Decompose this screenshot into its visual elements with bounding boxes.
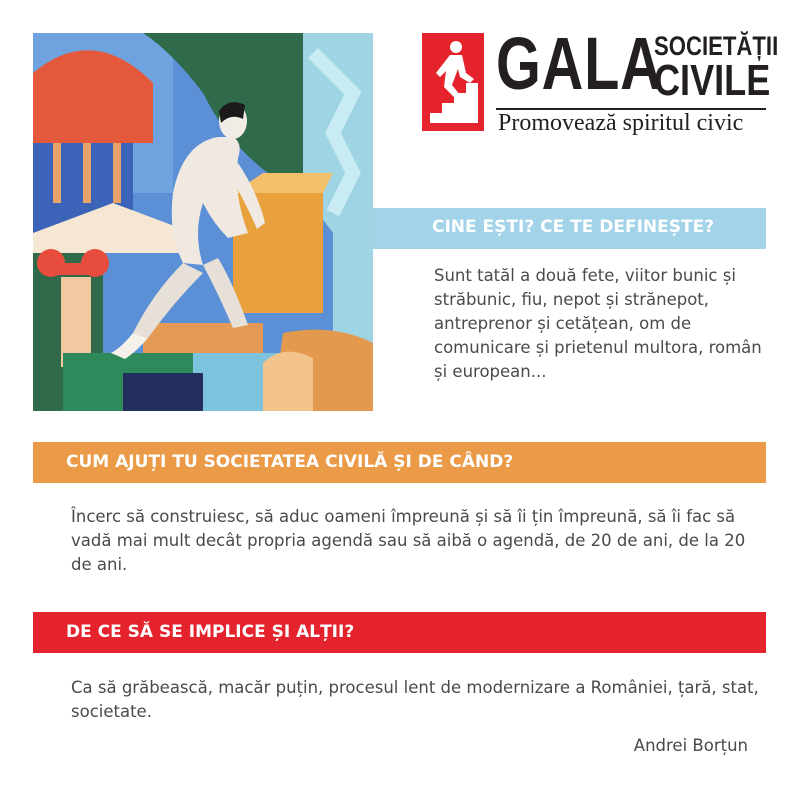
answer-3: Ca să grăbească, macăr puțin, procesul lent de modernizare a României, țară, stat, societate. [71,678,759,721]
signature: Andrei Borțun [633,736,748,755]
logo [422,22,779,138]
logo-subtitle-top: SOCIETĂȚII [654,31,779,61]
question-band-1: CINE EȘTI? CE TE DEFINEȘTE? [373,208,766,249]
logo-subtitle-bottom: CIVILE [654,56,771,105]
answer-1: Sunt tatăl a două fete, viitor bunic și străbunic, fiu, nepot și strănepot, antreprenor și cetățean, om de comunicare și prietenul multora, român și european... [434,266,762,381]
logo-tagline: Promovează spiritul civic [498,110,744,136]
answer-2: Încerc să construiesc, să aduc oameni împreună și să îi țin împreună, să îi fac să vadă mai mult decât propria agendă sau să aibă o agendă, de 20 de ani, de la 20 de ani. [71,507,746,574]
question-band-3: DE CE SĂ SE IMPLICE ȘI ALȚII? [33,612,766,653]
logo-title: GALA [496,22,663,105]
question-band-2: CUM AJUȚI TU SOCIETATEA CIVILĂ ȘI DE CÂND? [33,442,766,483]
illustration [33,33,373,411]
person-climbing-blocks-illustration [33,33,373,411]
person-climbing-stairs-icon [422,33,484,131]
